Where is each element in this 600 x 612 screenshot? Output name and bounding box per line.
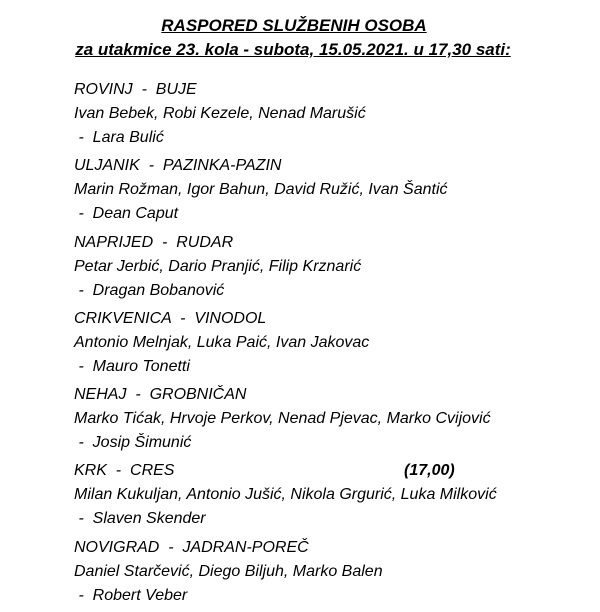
match-teams: NAPRIJED - RUDAR [74,233,234,251]
match-delegate: - Robert Veber [74,586,188,604]
match-title [74,383,594,407]
match-entry [74,154,594,230]
match-delegate: - Josip Šimunić [74,434,192,452]
match-title [74,231,594,255]
match-delegate: - Mauro Tonetti [74,357,190,375]
match-entry [74,231,594,307]
match-teams: ULJANIK - PAZINKA-PAZIN [74,157,282,175]
match-officials: Marko Tićak, Hrvoje Perkov, Nenad Pjevac, Marko Cvijović [74,410,491,428]
match-officials: Petar Jerbić, Dario Pranjić, Filip Krznarić [74,257,362,275]
match-entry [74,307,594,383]
document-header [0,14,600,62]
match-officials: Daniel Starčević, Diego Biljuh, Marko Balen [74,562,383,580]
match-officials: Ivan Bebek, Robi Kezele, Nenad Marušić [74,105,366,122]
match-title [74,154,594,178]
match-entry [74,459,594,535]
match-title [74,536,594,560]
match-teams: CRIKVENICA - VINODOL [74,309,267,327]
match-officials: Marin Rožman, Igor Bahun, David Ružić, Ivan Šantić [74,181,448,199]
match-entry [74,383,594,459]
match-title [74,78,594,102]
match-delegate: - Dean Caput [74,205,179,223]
match-entry [74,536,594,612]
match-officials: Antonio Melnjak, Luka Paić, Ivan Jakovac [74,333,370,351]
match-delegate: - Dragan Bobanović [74,281,225,299]
match-delegate: - Lara Bulić [74,129,164,146]
match-officials: Milan Kukuljan, Antonio Jušić, Nikola Grgurić, Luka Milković [74,486,497,504]
match-entry [74,78,594,154]
document-title: RASPORED SLUŽBENIH OSOBA [161,16,427,35]
match-title [74,307,594,331]
match-teams: NEHAJ - GROBNIČAN [74,386,247,404]
match-teams: ROVINJ - BUJE [74,81,197,98]
match-delegate: - Slaven Skender [74,510,206,528]
match-list [74,78,594,612]
match-time: (17,00) [404,462,455,480]
document-subtitle: za utakmice 23. kola - subota, 15.05.2021. u 17,30 sati: [75,40,511,59]
match-teams: NOVIGRAD - JADRAN-POREČ [74,538,309,556]
match-title [74,459,594,483]
match-teams: KRK - CRES [74,462,175,480]
